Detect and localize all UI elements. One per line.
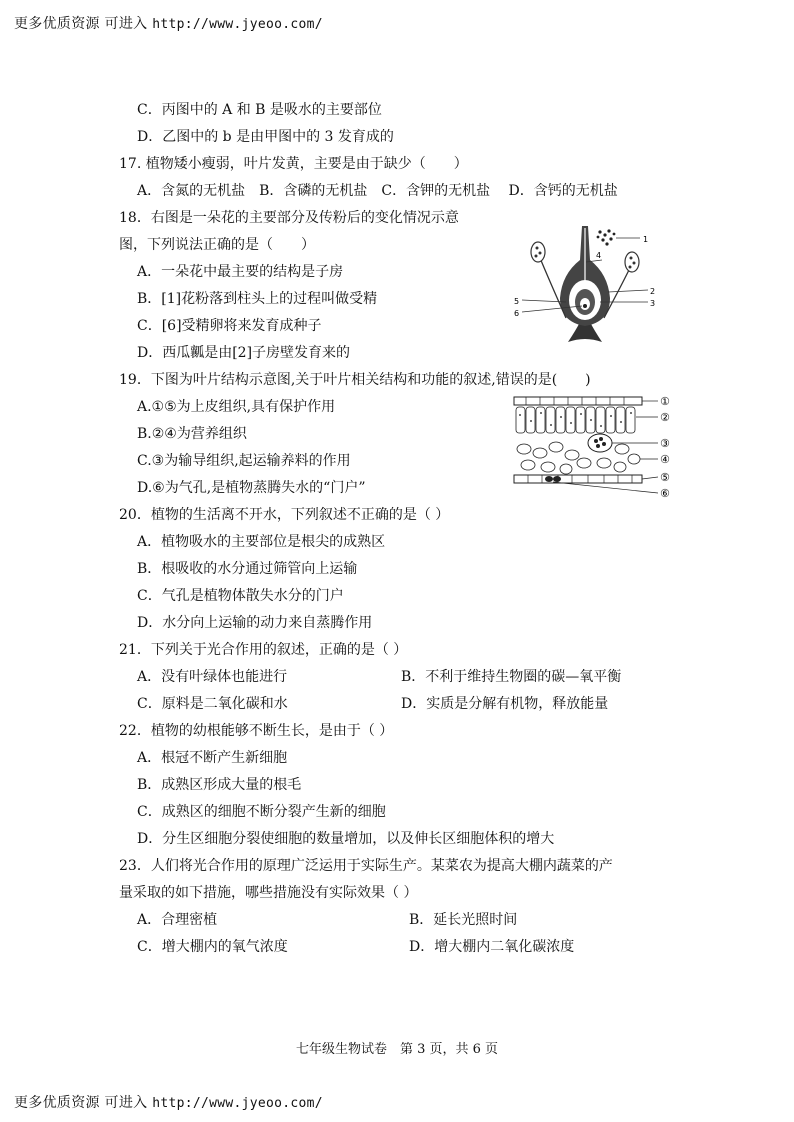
q22-option-a: A．根冠不断产生新细胞 xyxy=(137,750,288,766)
q18-stem-2: 图，下列说法正确的是（ ） xyxy=(119,237,315,253)
flower-label-1: 1 xyxy=(643,235,649,244)
q20-option-d: D．水分向上运输的动力来自蒸腾作用 xyxy=(137,615,373,631)
q18-option-d: D．西瓜瓤是由[2]子房壁发育来的 xyxy=(137,345,351,361)
q19-option-b: B.②④为营养组织 xyxy=(137,426,247,442)
q22-option-d: D．分生区细胞分裂使细胞的数量增加，以及伸长区细胞体积的增大 xyxy=(137,831,555,847)
q19-stem: 19．下图为叶片结构示意图,关于叶片相关结构和功能的叙述,错误的是( ) xyxy=(119,372,591,388)
q16-option-d: D．乙图中的 b 是由甲图中的 3 发育成的 xyxy=(137,129,394,145)
q21-option-a: A．没有叶绿体也能进行 xyxy=(137,669,288,685)
q18-option-a: A．一朵花中最主要的结构是子房 xyxy=(137,264,344,280)
q19-option-d: D.⑥为气孔,是植物蒸腾失水的“门户” xyxy=(137,480,366,496)
q20-stem: 20．植物的生活离不开水，下列叙述不正确的是（ ） xyxy=(119,507,450,523)
palisade-tissue xyxy=(516,407,635,433)
banner-text: 更多优质资源 可进入 xyxy=(14,1095,148,1111)
q17-options: A．含氮的无机盐 B．含磷的无机盐 C．含钾的无机盐 D．含钙的无机盐 xyxy=(137,183,618,199)
banner-text: 更多优质资源 可进入 xyxy=(14,16,148,32)
leaf-label-5: ⑤ xyxy=(660,471,670,484)
right-anther xyxy=(625,252,639,272)
q23-stem-2: 量采取的如下措施，哪些措施没有实际效果（ ） xyxy=(119,885,418,901)
flower-label-2: 2 xyxy=(650,287,656,296)
lower-epidermis xyxy=(514,475,642,483)
q23-option-b: B．延长光照时间 xyxy=(409,912,518,928)
leaf-label-6: ⑥ xyxy=(660,487,670,500)
flower-pollination-diagram xyxy=(510,222,660,356)
q19-option-c: C.③为输导组织,起运输养料的作用 xyxy=(137,453,351,469)
flower-label-3: 3 xyxy=(650,299,656,308)
leaf-label-3: ③ xyxy=(660,437,670,450)
flower-label-5: 5 xyxy=(514,297,520,306)
q21-option-b: B．不利于维持生物圈的碳—氧平衡 xyxy=(401,669,622,685)
upper-epidermis xyxy=(514,397,642,405)
q23-option-c: C．增大棚内的氧气浓度 xyxy=(137,939,288,955)
spongy-tissue xyxy=(517,442,640,474)
q23-stem-1: 23．人们将光合作用的原理广泛运用于实际生产。某菜农为提高大棚内蔬菜的产 xyxy=(119,858,613,874)
q17-stem: 17. 植物矮小瘦弱，叶片发黄，主要是由于缺少（ ） xyxy=(119,156,468,172)
q19-option-a: A.①⑤为上皮组织,具有保护作用 xyxy=(137,399,336,415)
leaf-structure-diagram xyxy=(512,393,674,501)
page-footer: 七年级生物试卷 第 3 页，共 6 页 xyxy=(295,1042,499,1057)
flower-label-6: 6 xyxy=(514,309,520,318)
bottom-banner xyxy=(14,1092,323,1112)
q20-option-c: C．气孔是植物体散失水分的门户 xyxy=(137,588,344,604)
top-banner xyxy=(14,13,323,33)
q22-option-b: B．成熟区形成大量的根毛 xyxy=(137,777,302,793)
q21-option-d: D．实质是分解有机物，释放能量 xyxy=(401,696,609,712)
banner-url[interactable]: http://www.jyeoo.com/ xyxy=(152,17,323,32)
q21-stem: 21．下列关于光合作用的叙述，正确的是（ ） xyxy=(119,642,408,658)
leaf-label-1: ① xyxy=(660,395,670,408)
left-anther xyxy=(531,242,545,262)
q21-option-c: C．原料是二氧化碳和水 xyxy=(137,696,288,712)
q20-option-b: B．根吸收的水分通过筛管向上运输 xyxy=(137,561,358,577)
banner-url[interactable]: http://www.jyeoo.com/ xyxy=(152,1096,323,1111)
leaf-label-2: ② xyxy=(660,411,670,424)
q18-option-b: B．[1]花粉落到柱头上的过程叫做受精 xyxy=(137,291,378,307)
q18-stem-1: 18．右图是一朵花的主要部分及传粉后的变化情况示意 xyxy=(119,210,459,226)
q23-option-a: A．合理密植 xyxy=(137,912,218,928)
q22-stem: 22．植物的幼根能够不断生长，是由于（ ） xyxy=(119,723,394,739)
q18-option-c: C．[6]受精卵将来发育成种子 xyxy=(137,318,322,334)
q20-option-a: A．植物吸水的主要部位是根尖的成熟区 xyxy=(137,534,386,550)
leaf-vein xyxy=(588,434,612,452)
q22-option-c: C．成熟区的细胞不断分裂产生新的细胞 xyxy=(137,804,386,820)
q23-option-d: D．增大棚内二氧化碳浓度 xyxy=(409,939,575,955)
leaf-label-4: ④ xyxy=(660,453,670,466)
flower-label-4: 4 xyxy=(596,251,602,260)
q16-option-c: C．丙图中的 A 和 B 是吸水的主要部位 xyxy=(137,102,382,118)
egg-cell xyxy=(583,304,587,308)
pollen-grains xyxy=(597,229,616,245)
